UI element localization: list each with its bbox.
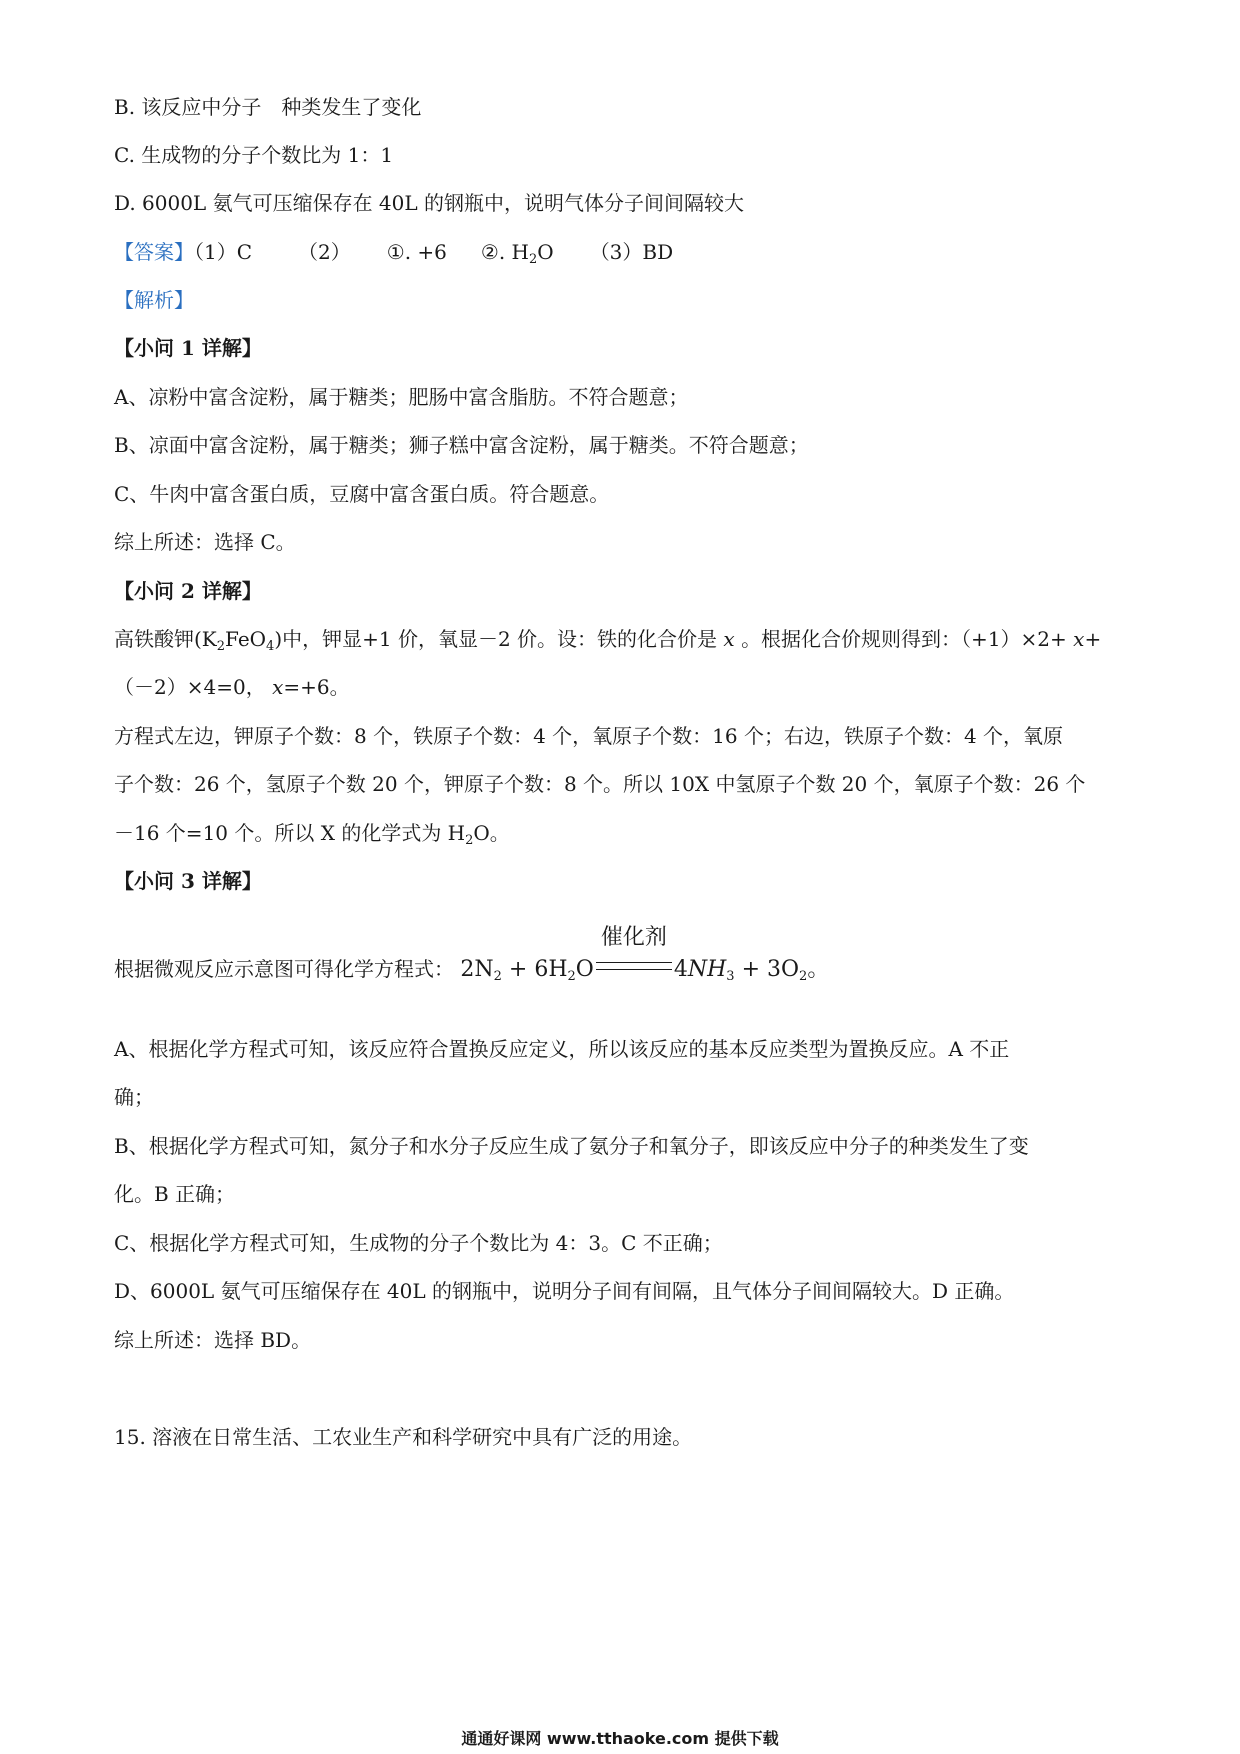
q3-option-d: D、6000L 氨气可压缩保存在 40L 的钢瓶中，说明分子间有间隔，且气体分子间间隔较大。D 正确。 (114, 1279, 1015, 1303)
q1-heading: 【小问 1 详解】 (114, 336, 262, 360)
option-d: D. 6000L 氨气可压缩保存在 40L 的钢瓶中，说明气体分子间间隔较大 (114, 191, 745, 215)
answer-part-3: ①. +6 (386, 240, 447, 264)
reactant-h2o: $6H_2O$ (534, 957, 594, 984)
q2-line-3: 方程式左边，钾原子个数：8 个，铁原子个数：4 个，氧原子个数：16 个；右边，铁原子个数：4 个，氧原 (114, 724, 1064, 748)
variable-x: x (272, 675, 284, 699)
q1-summary: 综上所述：选择 C。 (114, 530, 296, 554)
q3-option-a-2: 确； (114, 1085, 154, 1109)
question-15: 15. 溶液在日常生活、工农业生产和科学研究中具有广泛的用途。 (114, 1425, 693, 1449)
catalyst-label: 催化剂 (600, 925, 667, 950)
page-footer: 通通好课网 www.tthaoke.com 提供下载 (461, 1729, 779, 1748)
option-b: B. 该反应中分子 种类发生了变化 (114, 95, 422, 119)
q2-line-2: （－2）×4=0， x=+6。 (114, 675, 350, 699)
q1-option-a: A、凉粉中富含淀粉，属于糖类；肥肠中富含脂肪。不符合题意； (114, 385, 689, 409)
reactant-n2: $2N_2$ (460, 957, 502, 984)
variable-x: x (1073, 627, 1085, 651)
q3-heading: 【小问 3 详解】 (114, 869, 262, 893)
answer-part-4: ②. $H_2O$ (480, 240, 554, 267)
q2-line-1: 高铁酸钾$(K_2FeO_4)$中，钾显+1 价，氧显－2 价。设：铁的化合价是 x 。根据化合价规则得到：（+1）×2+ x+ (114, 627, 1102, 654)
answer-part-2: （2） (298, 240, 351, 264)
q2-line-5: －16 个=10 个。所以 X 的化学式为 $H_2O$。 (114, 821, 510, 848)
answer-part-5: （3）BD (589, 240, 674, 264)
analysis-tag: 【解析】 (114, 288, 194, 312)
q3-summary: 综上所述：选择 BD。 (114, 1328, 312, 1352)
q3-option-c: C、根据化学方程式可知，生成物的分子个数比为 4：3。C 不正确； (114, 1231, 723, 1255)
product-o2: $3O_2$ (767, 957, 808, 984)
q2-heading: 【小问 2 详解】 (114, 579, 262, 603)
q2-line-4: 子个数：26 个，氢原子个数 20 个，钾原子个数：8 个。所以 10X 中氢原子个数 20 个，氧原子个数：26 个 (114, 772, 1086, 796)
variable-x: x (723, 627, 735, 651)
q1-option-b: B、凉面中富含淀粉，属于糖类；狮子糕中富含淀粉，属于糖类。不符合题意； (114, 433, 809, 457)
catalyst-arrow (594, 925, 674, 984)
answer-tag: 【答案】 (114, 240, 194, 264)
q3-option-a-1: A、根据化学方程式可知，该反应符合置换反应定义，所以该反应的基本反应类型为置换反应。A 不正 (114, 1037, 1010, 1061)
q1-option-c: C、牛肉中富含蛋白质，豆腐中富含蛋白质。符合题意。 (114, 482, 610, 506)
answer-line (114, 238, 673, 266)
option-c: C. 生成物的分子个数比为 1：1 (114, 143, 394, 167)
product-nh3: $4NH_3$ (673, 957, 735, 984)
q3-equation-line: 根据微观反应示意图可得化学方程式： $2N_2 + 6H_2O$ 催化剂 $4NH_3 + 3O_2$。 (114, 925, 830, 984)
answer-part-1: （1）C (194, 240, 253, 264)
q3-option-b-2: 化。B 正确； (114, 1182, 236, 1206)
chemical-equation: $2N_2 + 6H_2O$ 催化剂 $4NH_3 + 3O_2$。 (460, 925, 830, 984)
q3-option-b-1: B、根据化学方程式可知，氮分子和水分子反应生成了氨分子和氧分子，即该反应中分子的种类发生了变 (114, 1134, 1029, 1158)
